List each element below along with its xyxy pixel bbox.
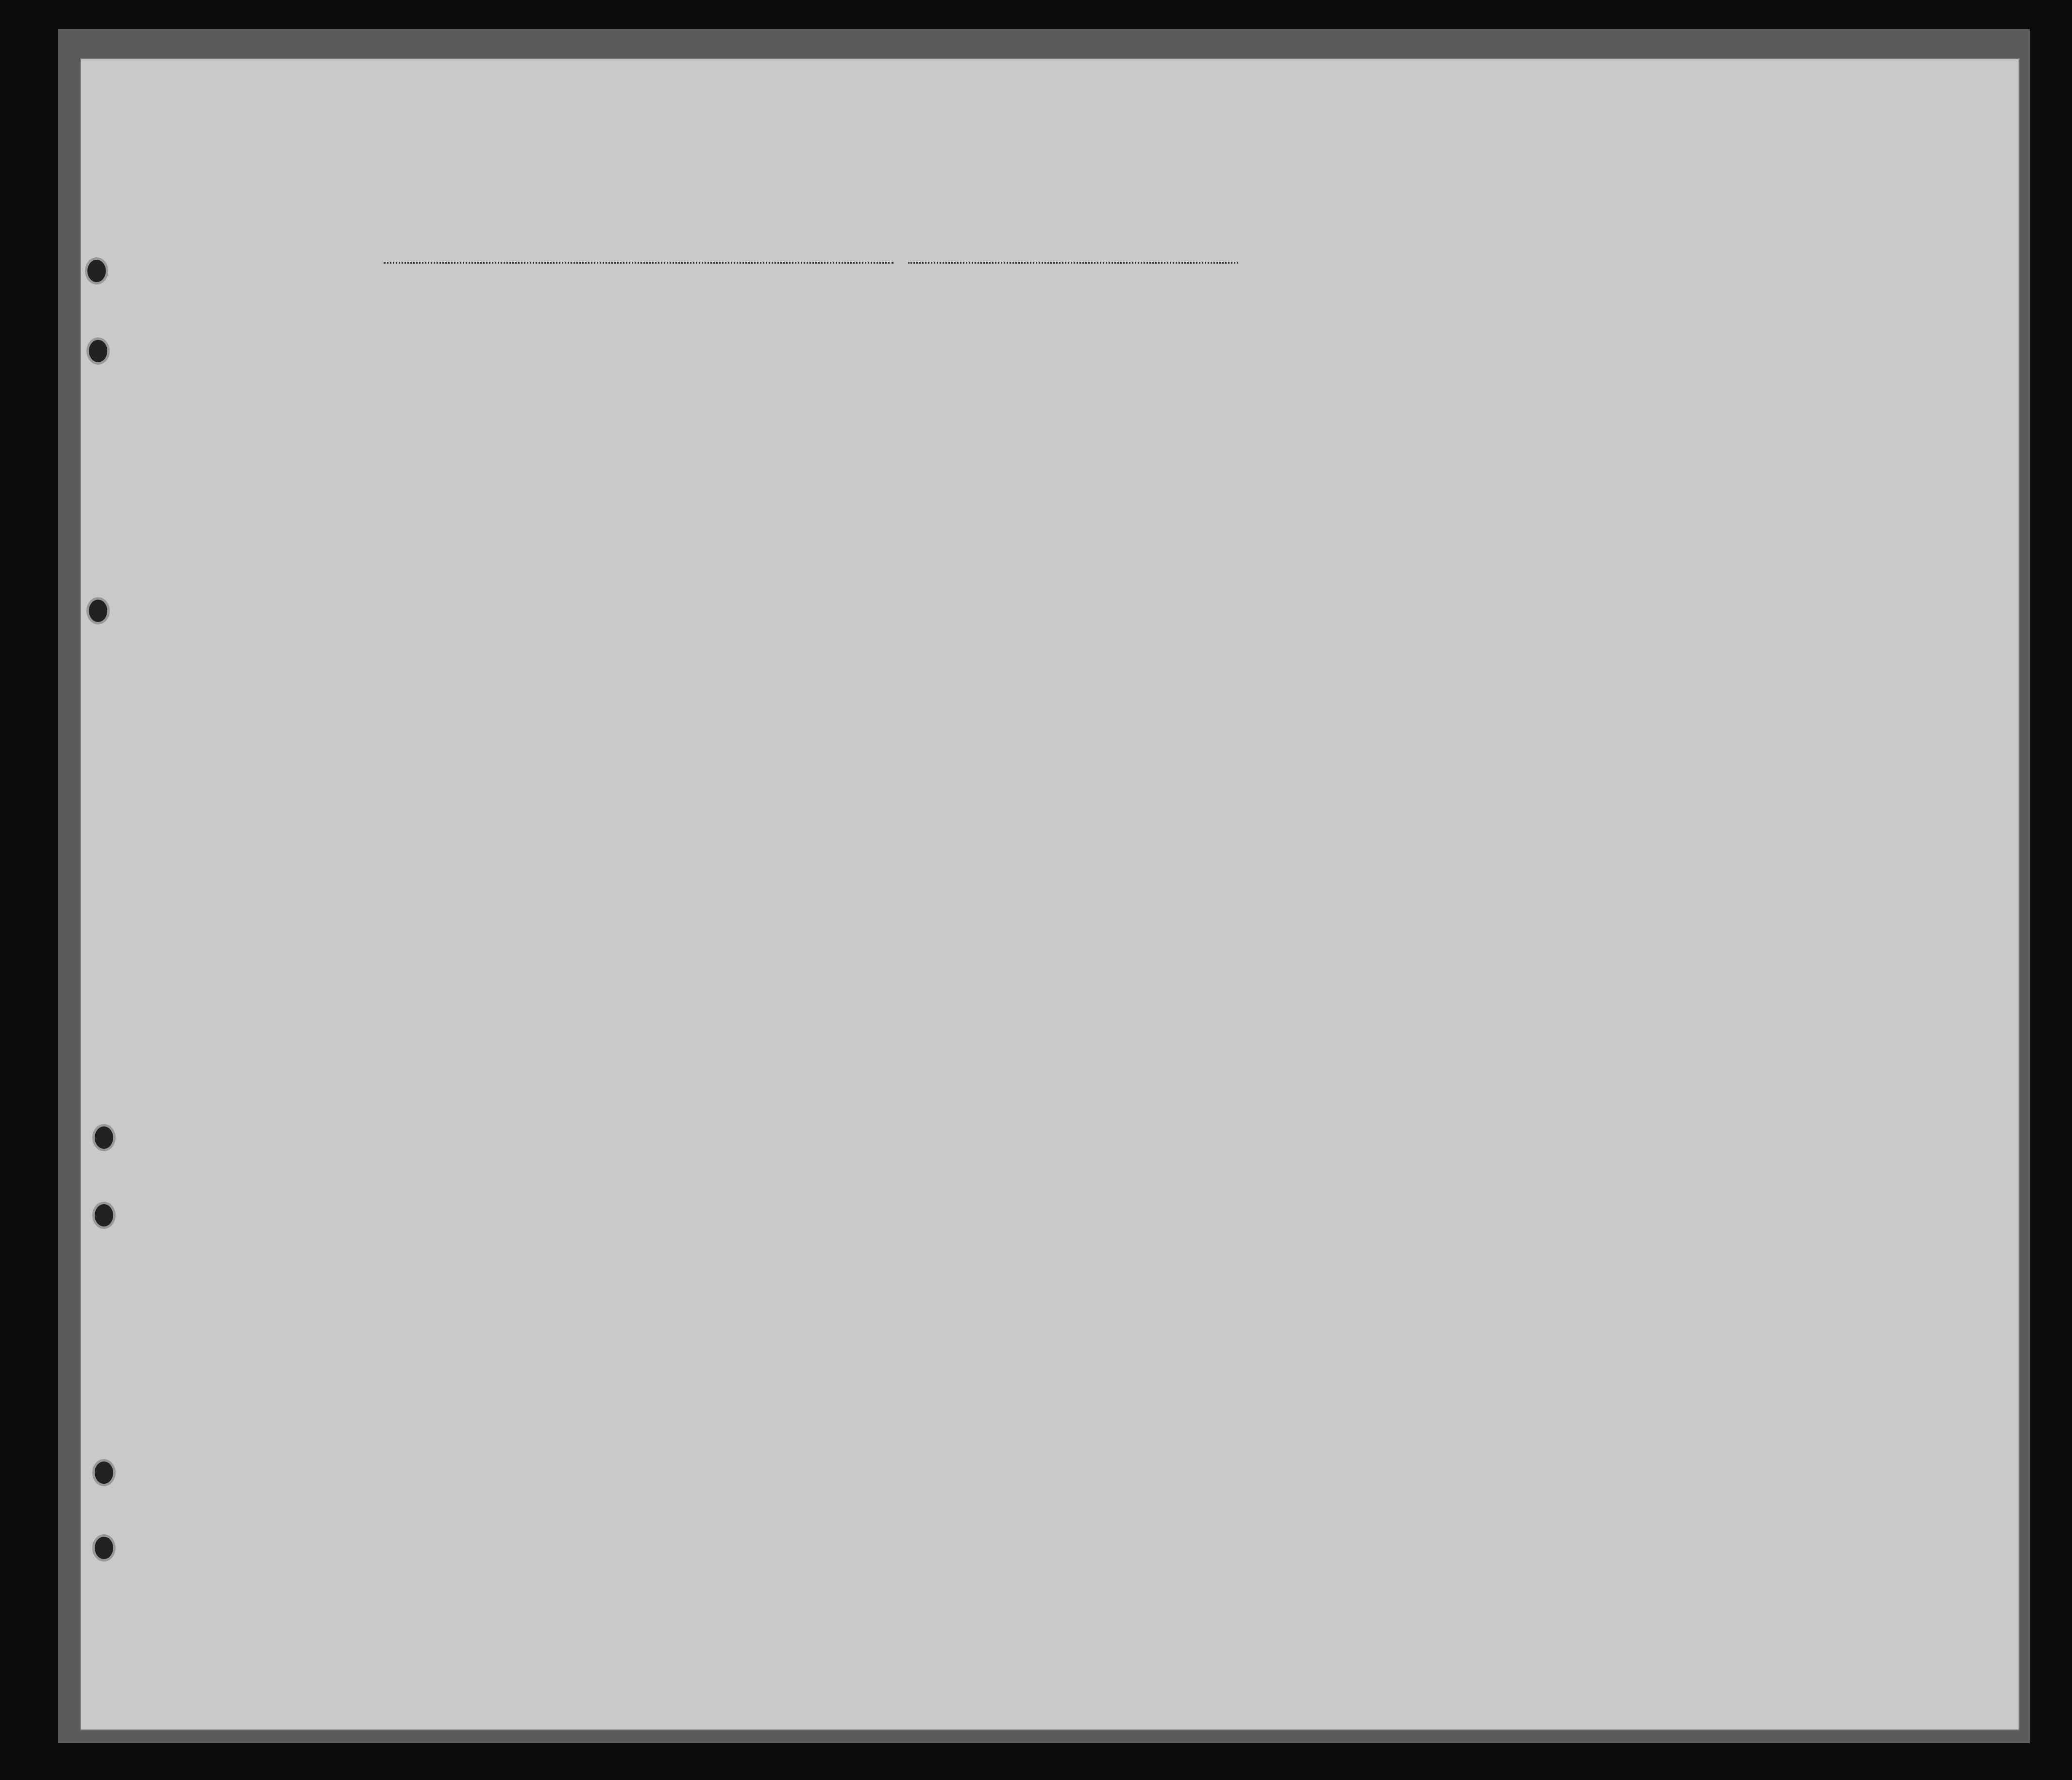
punch-hole: [92, 1202, 116, 1229]
date-underline: [908, 262, 1238, 264]
punch-hole: [92, 1124, 116, 1151]
punch-hole: [92, 1534, 116, 1562]
punch-hole: [86, 597, 110, 624]
port-underline: [384, 262, 893, 264]
manifest-sheet: [80, 58, 2020, 1730]
punch-hole: [86, 337, 110, 365]
punch-hole: [85, 257, 108, 285]
punch-hole: [92, 1459, 116, 1486]
